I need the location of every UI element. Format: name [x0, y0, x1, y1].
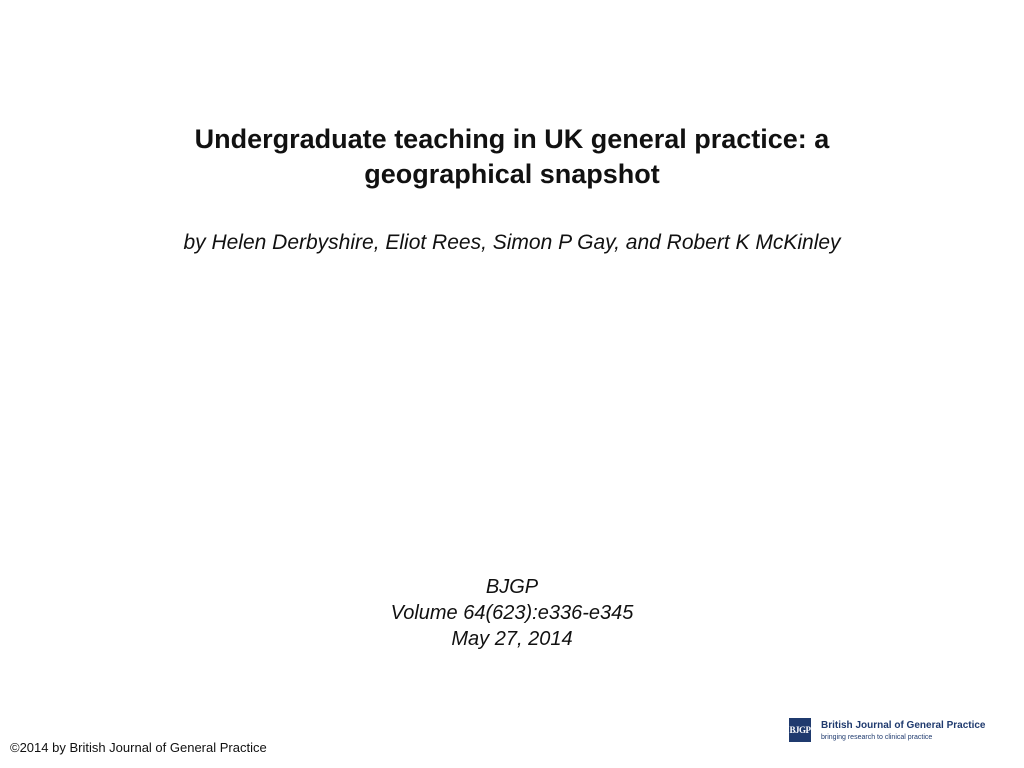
logo-journal-name: British Journal of General Practice [821, 720, 986, 731]
citation-block [312, 574, 712, 652]
logo-tagline: bringing research to clinical practice [821, 734, 933, 741]
copyright-notice: ©2014 by British Journal of General Practice [10, 740, 267, 755]
article-authors: by Helen Derbyshire, Eliot Rees, Simon P Gay, and Robert K McKinley [183, 231, 841, 254]
publication-date: May 27, 2014 [451, 628, 573, 650]
journal-name: BJGP [485, 576, 539, 598]
article-title: Undergraduate teaching in UK general practice: a geographical snapshot [194, 124, 830, 189]
journal-volume: Volume 64(623):e336-e345 [390, 602, 634, 624]
bjgp-logo-icon: BJGP [789, 718, 811, 742]
bjgp-logo [789, 718, 989, 744]
